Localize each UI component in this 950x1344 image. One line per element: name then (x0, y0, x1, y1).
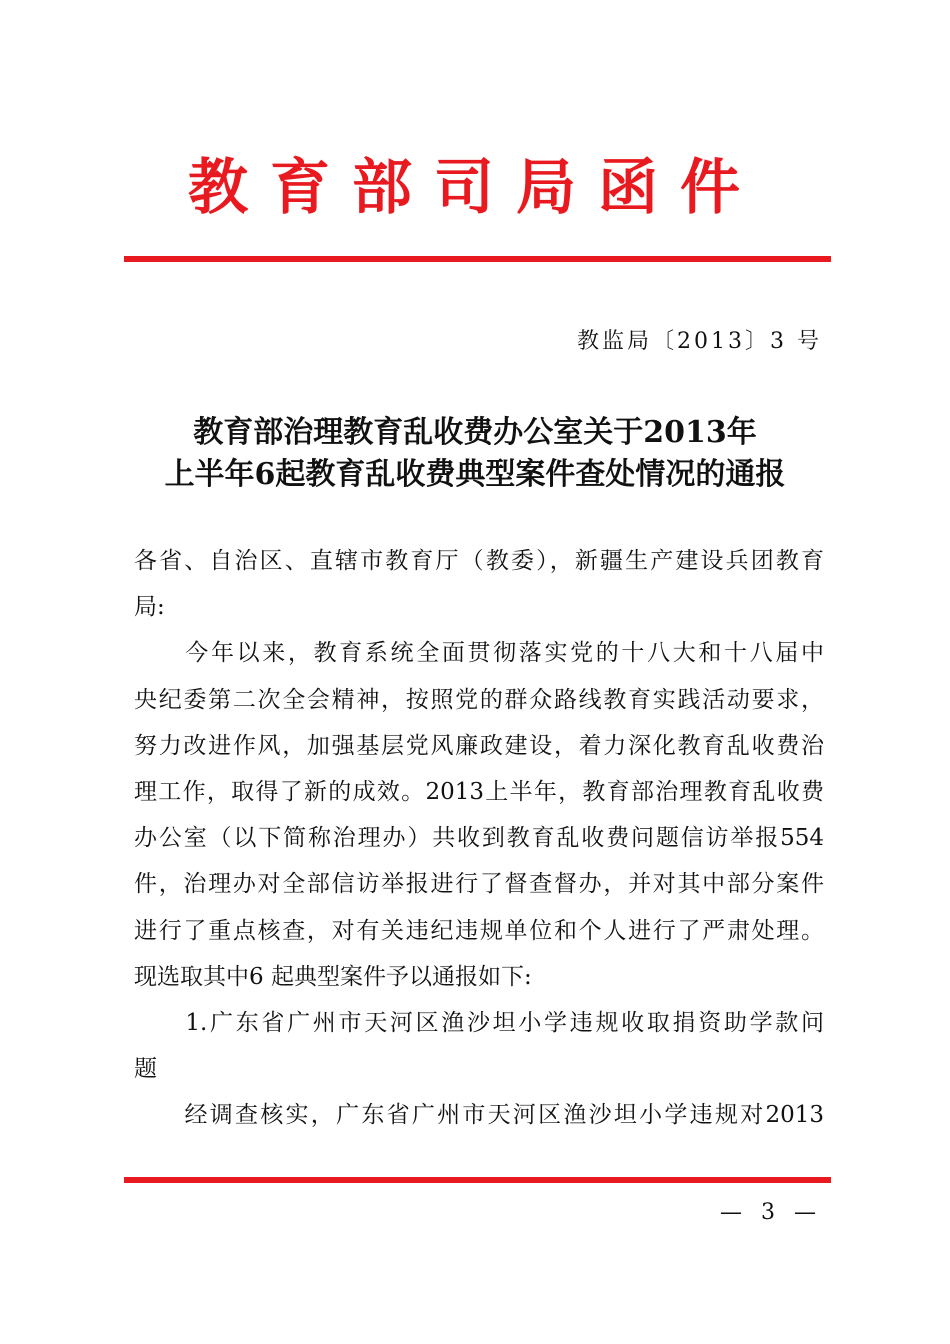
body-text (134, 538, 824, 1138)
masthead-title: 教育部司局函件 (188, 153, 762, 223)
bottom-red-rule (124, 1177, 831, 1183)
body-line: 办公室（以下简称治理办）共收到教育乱收费问题信访举报554 (134, 825, 824, 852)
body-line: 努力改进作风，加强基层党风廉政建设，着力深化教育乱收费治 (134, 732, 824, 759)
body-line: 局: (134, 594, 165, 621)
body-line: 进行了重点核查，对有关违纪违规单位和个人进行了严肃处理。 (134, 917, 824, 944)
body-line: 件，治理办对全部信访举报进行了督查督办，并对其中部分案件 (134, 871, 824, 898)
title-line-2: 上半年6起教育乱收费典型案件查处情况的通报 (164, 457, 786, 492)
title-line-1: 教育部治理教育乱收费办公室关于2013年 (193, 415, 757, 450)
body-line: 今年以来，教育系统全面贯彻落实党的十八大和十八届中 (134, 640, 824, 667)
body-line: 各省、自治区、直辖市教育厅（教委），新疆生产建设兵团教育 (134, 548, 824, 574)
page-number: — 3 — (720, 1200, 822, 1225)
body-line: 现选取其中6 起典型案件予以通报如下: (134, 963, 532, 990)
section-heading-line: 题 (134, 1056, 157, 1083)
document-number: 教监局〔2013〕3 号 (577, 329, 822, 354)
body-line: 理工作，取得了新的成效。2013上半年，教育部治理教育乱收费 (134, 778, 824, 805)
body-line: 经调查核实，广东省广州市天河区渔沙坦小学违规对2013 (134, 1102, 824, 1129)
body-line: 央纪委第二次全会精神，按照党的群众路线教育实践活动要求， (134, 686, 824, 713)
top-red-rule (124, 256, 831, 262)
section-heading-line: 1.广东省广州市天河区渔沙坦小学违规收取捐资助学款问 (134, 1009, 824, 1036)
notice-title (100, 412, 850, 496)
